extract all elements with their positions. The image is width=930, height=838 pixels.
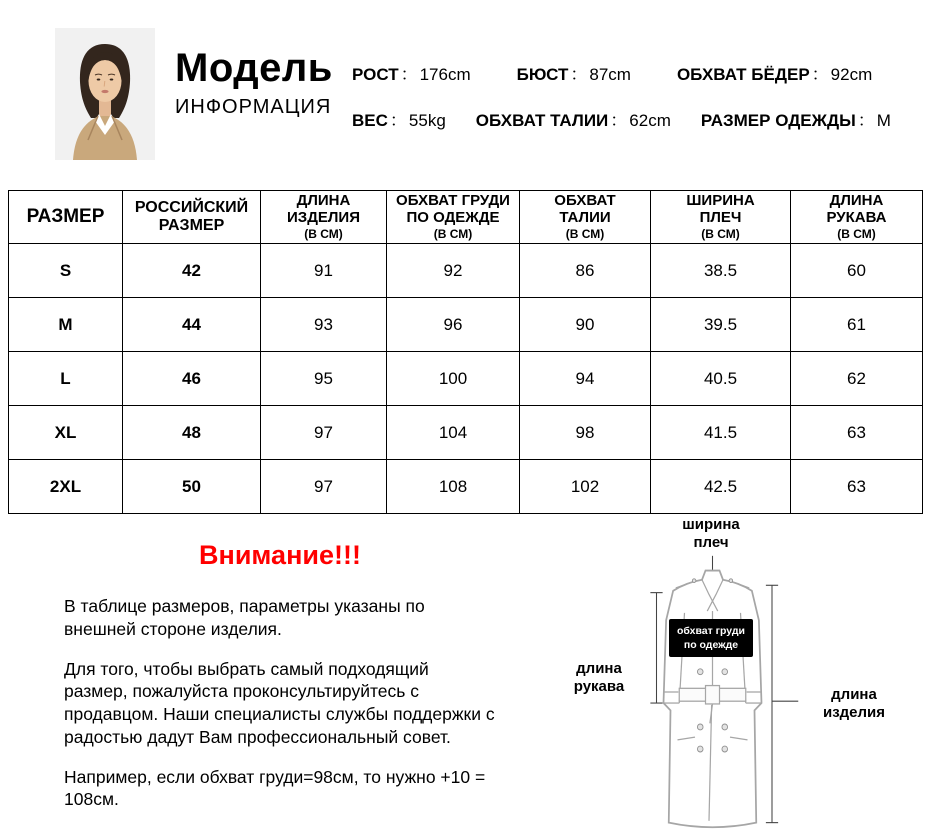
table-cell: 95	[261, 352, 387, 406]
table-row	[9, 244, 923, 298]
stat-value: 176cm	[419, 65, 471, 84]
attention-paragraph-3: Например, если обхват груди=98см, то нужно +10 = 108см.	[64, 766, 486, 810]
attention-title: Внимание!!!	[199, 540, 361, 570]
shoulder-width-label: ширина плеч	[682, 516, 740, 551]
model-stat	[701, 106, 891, 131]
column-header: ДЛИНА ИЗДЕЛИЯ (В СМ)	[261, 191, 387, 244]
size-table-body	[9, 244, 923, 514]
stat-separator: ：	[400, 65, 418, 84]
table-cell: 63	[791, 460, 923, 514]
table-cell: 86	[520, 244, 651, 298]
model-stats	[352, 60, 922, 152]
column-header: ОБХВАТ ГРУДИ ПО ОДЕЖДЕ (В СМ)	[387, 191, 520, 244]
stat-value: 92cm	[830, 65, 873, 84]
column-header: РАЗМЕР	[9, 191, 123, 244]
stat-separator: ：	[857, 111, 875, 130]
stat-separator: ：	[610, 111, 628, 130]
table-cell: 97	[261, 460, 387, 514]
model-subtitle: ИНФОРМАЦИЯ	[175, 96, 332, 118]
stat-separator: ：	[389, 111, 407, 130]
table-cell: 98	[520, 406, 651, 460]
model-title: Модель	[175, 46, 333, 90]
stat-label: ВЕС	[352, 111, 388, 130]
attention-paragraph-2: Для того, чтобы выбрать самый подходящий размер, пожалуйста проконсультируйтесь с продавцом. Наши специалисты службы поддержки с радостью дадут Вам профессиональный совет.	[64, 658, 495, 747]
stat-separator: ：	[570, 65, 588, 84]
table-cell: 50	[123, 460, 261, 514]
stat-label: РОСТ	[352, 65, 399, 84]
model-stats-row	[352, 106, 922, 131]
table-cell: 42	[123, 244, 261, 298]
stat-value: 87cm	[589, 65, 631, 84]
table-cell: 40.5	[651, 352, 791, 406]
table-cell: 93	[261, 298, 387, 352]
column-header: ДЛИНА РУКАВА (В СМ)	[791, 191, 923, 244]
table-cell: 96	[387, 298, 520, 352]
stat-value: M	[876, 111, 891, 130]
table-cell: 2XL	[9, 460, 123, 514]
table-cell: 38.5	[651, 244, 791, 298]
attention-paragraph-1: В таблице размеров, параметры указаны по внешней стороне изделия.	[64, 596, 425, 639]
table-cell: 61	[791, 298, 923, 352]
model-stat	[476, 106, 671, 131]
table-cell: 41.5	[651, 406, 791, 460]
coat-outline-drawing	[625, 554, 800, 830]
model-stat	[352, 106, 446, 131]
table-cell: 63	[791, 406, 923, 460]
table-cell: 91	[261, 244, 387, 298]
table-row	[9, 460, 923, 514]
table-cell: M	[9, 298, 123, 352]
stat-label: БЮСТ	[516, 65, 569, 84]
table-cell: 42.5	[651, 460, 791, 514]
attention-section	[64, 540, 496, 828]
table-row	[9, 406, 923, 460]
table-row	[9, 298, 923, 352]
model-stat	[352, 60, 471, 85]
stat-value: 55kg	[408, 111, 446, 130]
table-cell: 48	[123, 406, 261, 460]
measurement-diagram	[520, 516, 925, 836]
size-table	[8, 190, 923, 514]
table-cell: 60	[791, 244, 923, 298]
table-cell: 100	[387, 352, 520, 406]
model-photo	[55, 28, 155, 160]
table-row	[9, 352, 923, 406]
stat-label: ОБХВАТ ТАЛИИ	[475, 111, 609, 130]
model-info-header	[0, 0, 930, 186]
table-cell: S	[9, 244, 123, 298]
garment-length-label: длина изделия	[822, 686, 886, 721]
table-cell: 102	[520, 460, 651, 514]
table-cell: 92	[387, 244, 520, 298]
table-cell: XL	[9, 406, 123, 460]
chest-measure-tag: обхват груди по одежде	[669, 619, 753, 657]
column-header: ОБХВАТ ТАЛИИ (В СМ)	[520, 191, 651, 244]
table-cell: 46	[123, 352, 261, 406]
stat-label: ОБХВАТ БЁДЕР	[676, 65, 810, 84]
model-stat	[677, 60, 872, 85]
table-cell: 44	[123, 298, 261, 352]
table-cell: 94	[520, 352, 651, 406]
model-portrait-image	[55, 28, 155, 160]
table-cell: 90	[520, 298, 651, 352]
table-cell: 97	[261, 406, 387, 460]
column-header: ШИРИНА ПЛЕЧ (В СМ)	[651, 191, 791, 244]
model-stat	[517, 60, 631, 85]
table-cell: 62	[791, 352, 923, 406]
stat-value: 62cm	[629, 111, 671, 130]
sleeve-length-label: длина рукава	[573, 660, 625, 695]
table-cell: L	[9, 352, 123, 406]
stat-label: РАЗМЕР ОДЕЖДЫ	[700, 111, 856, 130]
model-title-block	[175, 46, 333, 119]
table-cell: 104	[387, 406, 520, 460]
stat-separator: ：	[811, 65, 829, 84]
table-cell: 39.5	[651, 298, 791, 352]
model-stats-row	[352, 60, 922, 85]
size-table-header-row	[9, 191, 923, 244]
table-cell: 108	[387, 460, 520, 514]
column-header: РОССИЙСКИЙ РАЗМЕР	[123, 191, 261, 244]
